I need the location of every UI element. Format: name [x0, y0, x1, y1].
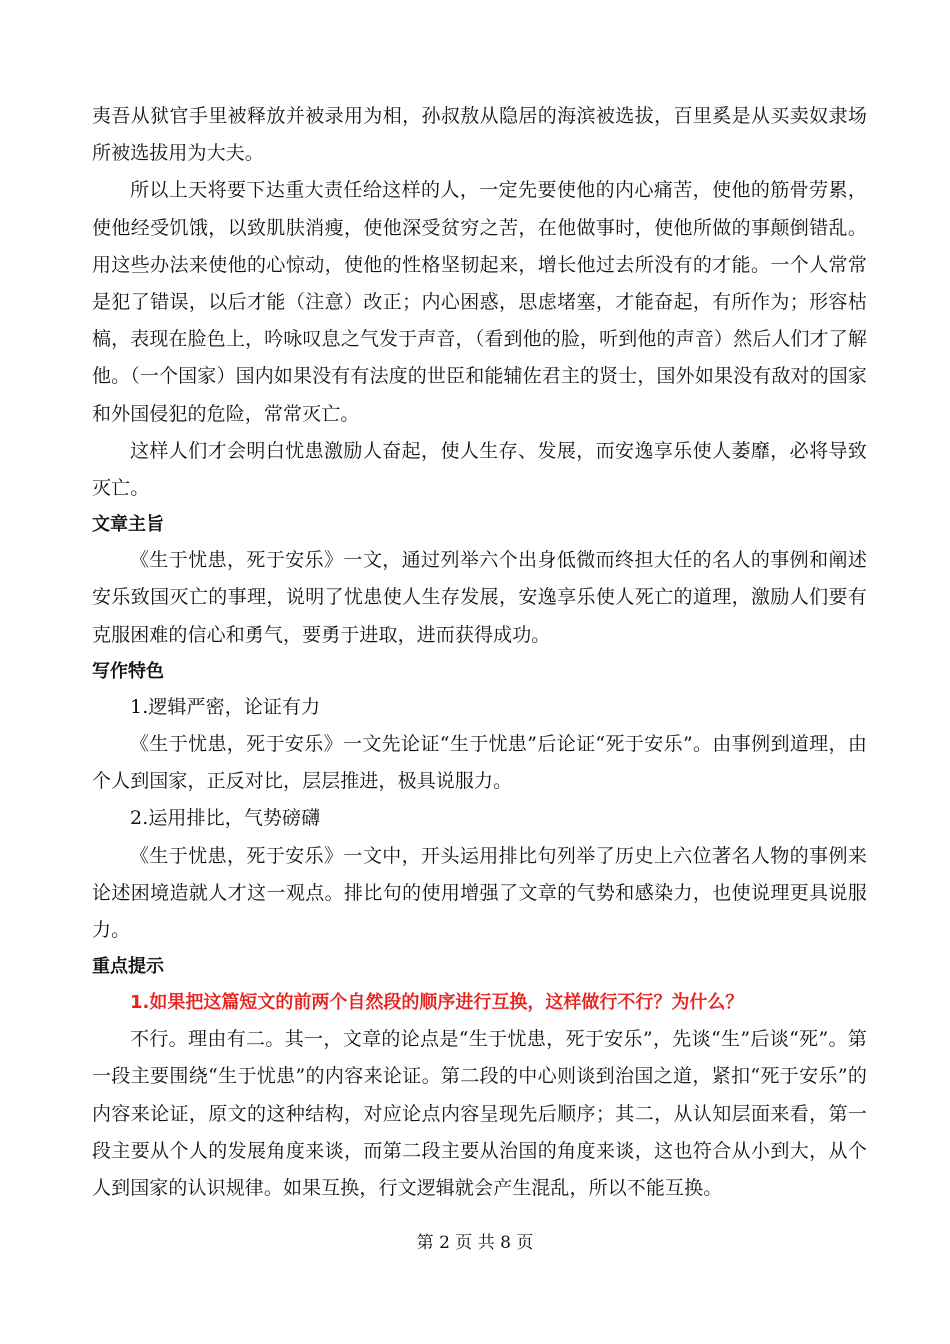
feature-2-title: 2.运用排比，气势磅礴: [130, 807, 321, 830]
theme-heading: 文章主旨: [92, 514, 164, 536]
feature-1-body: 《生于忧患，死于安乐》一文先论证“生于忧患”后论证“死于安乐”。由事例到道理，由个人到国家，正反对比，层层推进，极具说服力。: [92, 733, 867, 793]
key-points-heading: 重点提示: [92, 956, 164, 978]
translation-paragraph-continued: 夷吾从狱官手里被释放并被录用为相，孙叔敖从隐居的海滨被选拔，百里奚是从买卖奴隶场所被选拔用为大夫。: [92, 105, 867, 165]
translation-paragraph-2: 所以上天将要下达重大责任给这样的人，一定先要使他的内心痛苦，使他的筋骨劳累，使他经受饥饿，以致肌肤消瘦，使他深受贫穷之苦，在他做事时，使他所做的事颠倒错乱。用这些办法来使他的心惊动，使他的性格坚韧起来，增长他过去所没有的才能。一个人常常是犯了错误，以后才能（注意）改正；内心困惑，思虑堵塞，才能奋起，有所作为；形容枯槁，表现在脸色上，吟咏叹息之气发于声音，（看到他的脸，听到他的声音）然后人们才了解他。（一个国家）国内如果没有有法度的世臣和能辅佐君主的贤士，国外如果没有敌对的国家和外国侵犯的危险，常常灭亡。: [92, 179, 867, 425]
key-answer-1: 不行。理由有二。其一，文章的论点是“生于忧患，死于安乐”，先谈“生”后谈“死”。第一段主要围绕“生于忧患”的内容来论证。第二段的中心则谈到治国之道，紧扣“死于安乐”的内容来论证，原文的这种结构，对应论点内容呈现先后顺序；其二，从认知层面来看，第一段主要从个人的发展角度来谈，而第二段主要从治国的角度来谈，这也符合从小到大，从个人到国家的认识规律。如果互换，行文逻辑就会产生混乱，所以不能互换。: [92, 1028, 867, 1200]
features-heading: 写作特色: [92, 660, 164, 682]
feature-1-title: 1.逻辑严密，论证有力: [130, 695, 321, 718]
page-indicator: 第 2 页 共 8 页: [416, 1233, 534, 1253]
document-body: [92, 98, 867, 1207]
translation-paragraph-3: 这样人们才会明白忧患激励人奋起，使人生存、发展，而安逸享乐使人萎靡，必将导致灭亡。: [92, 439, 867, 500]
key-question-1: 1.如果把这篇短文的前两个自然段的顺序进行互换，这样做行不行？为什么？: [130, 992, 744, 1014]
theme-paragraph: 《生于忧患，死于安乐》一文，通过列举六个出身低微而终担大任的名人的事例和阐述安乐致国灭亡的事理，说明了忧患使人生存发展，安逸享乐使人死亡的道理，激励人们要有克服困难的信心和勇气，要勇于进取，进而获得成功。: [92, 549, 867, 646]
feature-2-body: 《生于忧患，死于安乐》一文中，开头运用排比句列举了历史上六位著名人物的事例来论述困境造就人才这一观点。排比句的使用增强了文章的气势和感染力，也使说理更具说服力。: [92, 844, 867, 942]
